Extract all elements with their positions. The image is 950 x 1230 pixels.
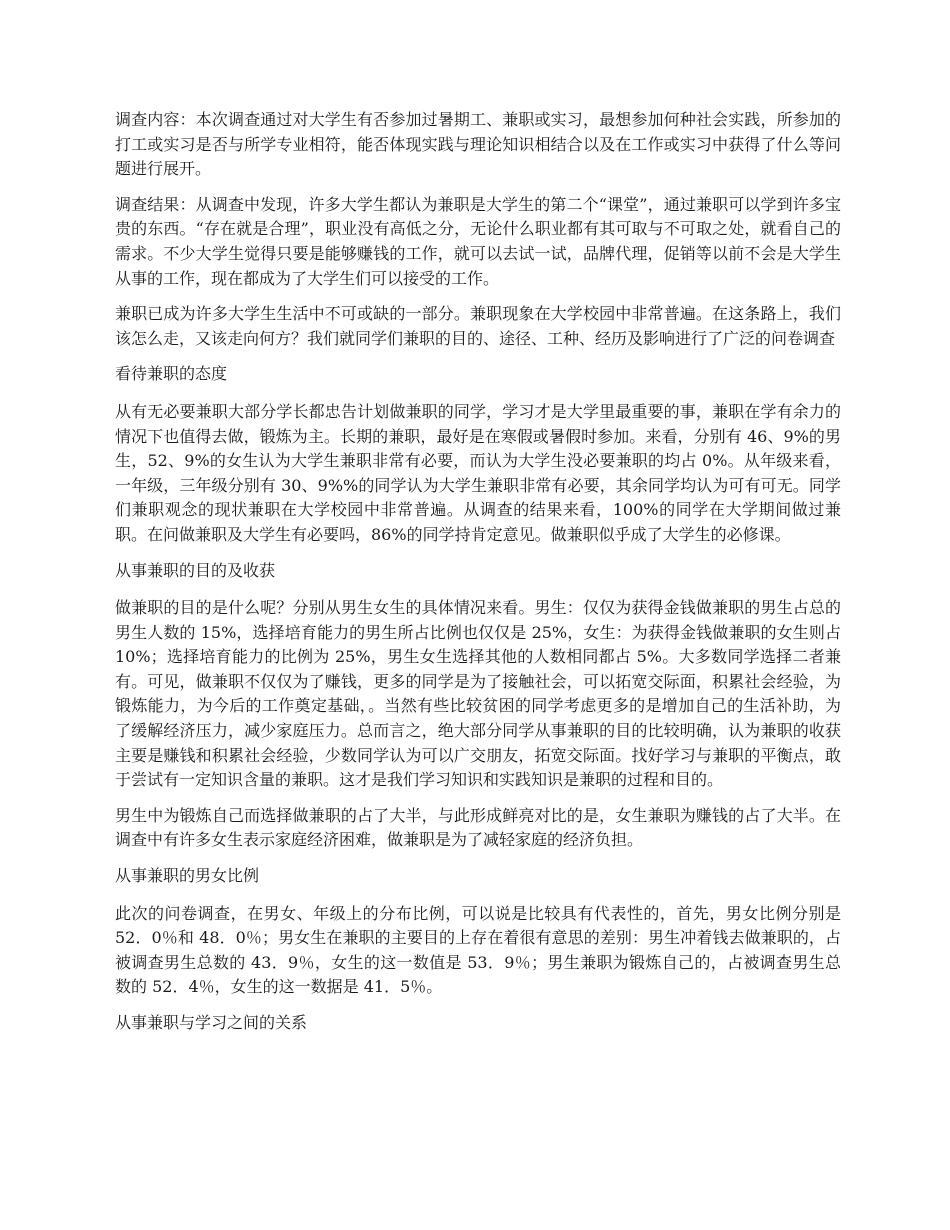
paragraph-purpose: 做兼职的目的是什么呢？分别从男生女生的具体情况来看。男生：仅仅为获得金钱做兼职的男生占总的男生人数的 15%，选择培育能力的男生所占比例也仅仅是 25%，女生：为获得金钱做兼职的女生则占 10%；选择培育能力的比例为 25%，男生女生选择其他的人数相同都占 5%。大多数同学选择二者兼有。可见，做兼职不仅仅为了赚钱，更多的同学是为了接触社会，可以拓宽交际面，积累社会经验，为锻炼能力，为今后的工作奠定基础，。当然有些比较贫困的同学考虑更多的是增加自己的生活补助，为了缓解经济压力，减少家庭压力。总而言之，绝大部分同学从事兼职的目的比较明确，认为兼职的收获主要是赚钱和积累社会经验，少数同学认为可以广交朋友，拓宽交际面。找好学习与兼职的平衡点，敢于尝试有一定知识含量的兼职。这才是我们学习知识和实践知识是兼职的过程和目的。 xyxy=(115,598,841,790)
section-heading-purpose: 从事兼职的目的及收获 xyxy=(115,560,276,580)
paragraph-gender-contrast: 男生中为锻炼自己而选择做兼职的占了大半，与此形成鲜亮对比的是，女生兼职为赚钱的占了大半。在调查中有许多女生表示家庭经济困难，做兼职是为了减轻家庭的经济负担。 xyxy=(115,805,841,850)
section-heading-attitude: 看待兼职的态度 xyxy=(115,364,228,384)
paragraph-survey-content: 调查内容：本次调查通过对大学生有否参加过暑期工、兼职或实习，最想参加何种社会实践，所参加的打工或实习是否与所学专业相符，能否体现实践与理论知识相结合以及在工作或实习中获得了什么等问题进行展开。 xyxy=(115,110,841,179)
paragraph-gender-ratio: 此次的问卷调查，在男女、年级上的分布比例，可以说是比较具有代表性的，首先，男女比例分别是 52．0％和 48．0％；男女生在兼职的主要目的上存在着很有意思的差别：男生冲着钱去做兼职的，占被调查男生总数的 43．9％，女生的这一数值是 53．9％；男生兼职为锻炼自己的，占被调查男生总数的 52．4％，女生的这一数据是 41．5％。 xyxy=(115,903,841,997)
section-heading-study-relation: 从事兼职与学习之间的关系 xyxy=(115,1013,308,1032)
paragraph-survey-results: 调查结果：从调查中发现，许多大学生都认为兼职是大学生的第二个“课堂”，通过兼职可以学到许多宝贵的东西。“存在就是合理”，职业没有高低之分，无论什么职业都有其可取与不可取之处，就看自己的需求。不少大学生觉得只要是能够赚钱的工作，就可以去试一试，品牌代理，促销等以前不会是大学生从事的工作，现在都成为了大学生们可以接受的工作。 xyxy=(115,194,841,288)
paragraph-intro: 兼职已成为许多大学生生活中不可或缺的一部分。兼职现象在大学校园中非常普遍。在这条路上，我们该怎么走，又该走向何方？我们就同学们兼职的目的、途径、工种、经历及影响进行了广泛的问卷调查 xyxy=(115,304,841,348)
paragraph-attitude: 从有无必要兼职大部分学长都忠告计划做兼职的同学，学习才是大学里最重要的事，兼职在学有余力的情况下也值得去做，锻炼为主。长期的兼职，最好是在寒假或暑假时参加。来看，分别有 46、9%的男生，52、9%的女生认为大学生兼职非常有必要，而认为大学生没必要兼职的均占 0%。从年级来看，一年级，三年级分别有 30、9%%的同学认为大学生兼职非常有必要，其余同学均认为可有可无。同学们兼职观念的现状兼职在大学校园中非常普遍。从调查的结果来看，100%的同学在大学期间做过兼职。在问做兼职及大学生有必要吗，86%的同学持肯定意见。做兼职似乎成了大学生的必修课。 xyxy=(115,401,841,544)
document-body xyxy=(115,108,841,1049)
section-heading-gender-ratio: 从事兼职的男女比例 xyxy=(115,866,260,886)
